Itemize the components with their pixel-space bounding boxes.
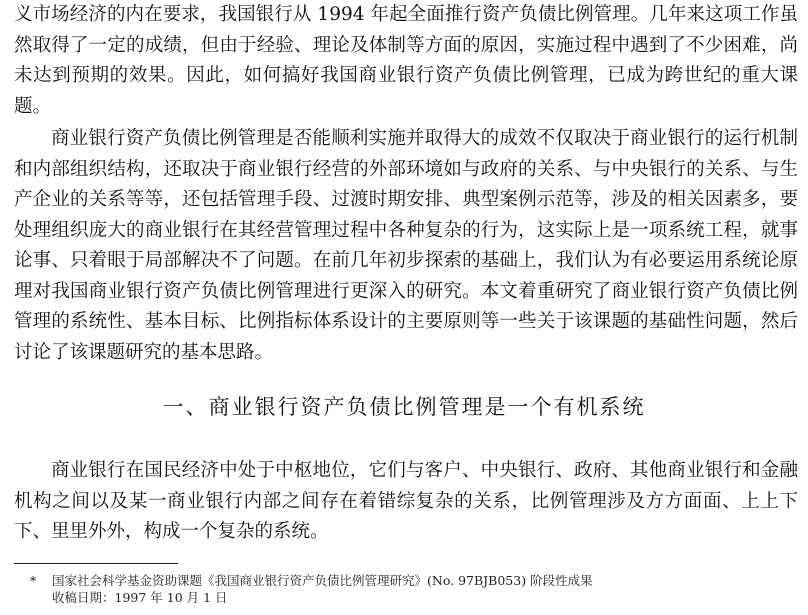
body-paragraph-2: 商业银行资产负债比例管理是否能顺利实施并取得大的成效不仅取决于商业银行的运行机制和内部组织结构，还取决于商业银行经营的外部环境如与政府的关系、与中央银行的关系、与生产企业的关系等等，还包括管理手段、过渡时期安排、典型案例示范等，涉及的相关因素多，要处理组织庞大的商业银行在其经营管理过程中各种复杂的行为，这实际上是一项系统工程，就事论事、只着眼于局部解决不了问题。在前几年初步探索的基础上，我们认为有必要运用系统论原理对我国商业银行资产负债比例管理进行更深入的研究。本文着重研究了商业银行资产负债比例管理的系统性、基本目标、比例指标体系设计的主要原则等一些关于该课题的基础性问题，然后讨论了该课题研究的基本思路。 [14,128,798,363]
footnote-received-date: 收稿日期：1997 年 10 月 1 日 [52,590,228,605]
footnote-funding-text: 国家社会科学基金资助课题《我国商业银行资产负债比例管理研究》(No. 97BJB053) 阶段性成果 [52,573,593,588]
body-paragraph-3: 商业银行在国民经济中处于中枢地位，它们与客户、中央银行、政府、其他商业银行和金融机构之间以及某一商业银行内部之间存在着错综复杂的关系，比例管理涉及方方面面、上上下下、里里外外，构成一个复杂的系统。 [14,460,798,542]
footnote-mark: * [30,573,37,588]
footnote-divider [14,563,178,564]
body-paragraph-1: 义市场经济的内在要求，我国银行从 1994 年起全面推行资产负债比例管理。几年来这项工作虽然取得了一定的成绩，但由于经验、理论及体制等方面的原因，实施过程中遇到了不少困难，尚未达到预期的效果。因此，如何搞好我国商业银行资产负债比例管理，已成为跨世纪的重大课题。 [14,4,798,117]
section-heading: 一、商业银行资产负债比例管理是一个有机系统 [162,395,646,419]
footnote-line-1 [30,572,790,589]
footnote [30,572,790,606]
